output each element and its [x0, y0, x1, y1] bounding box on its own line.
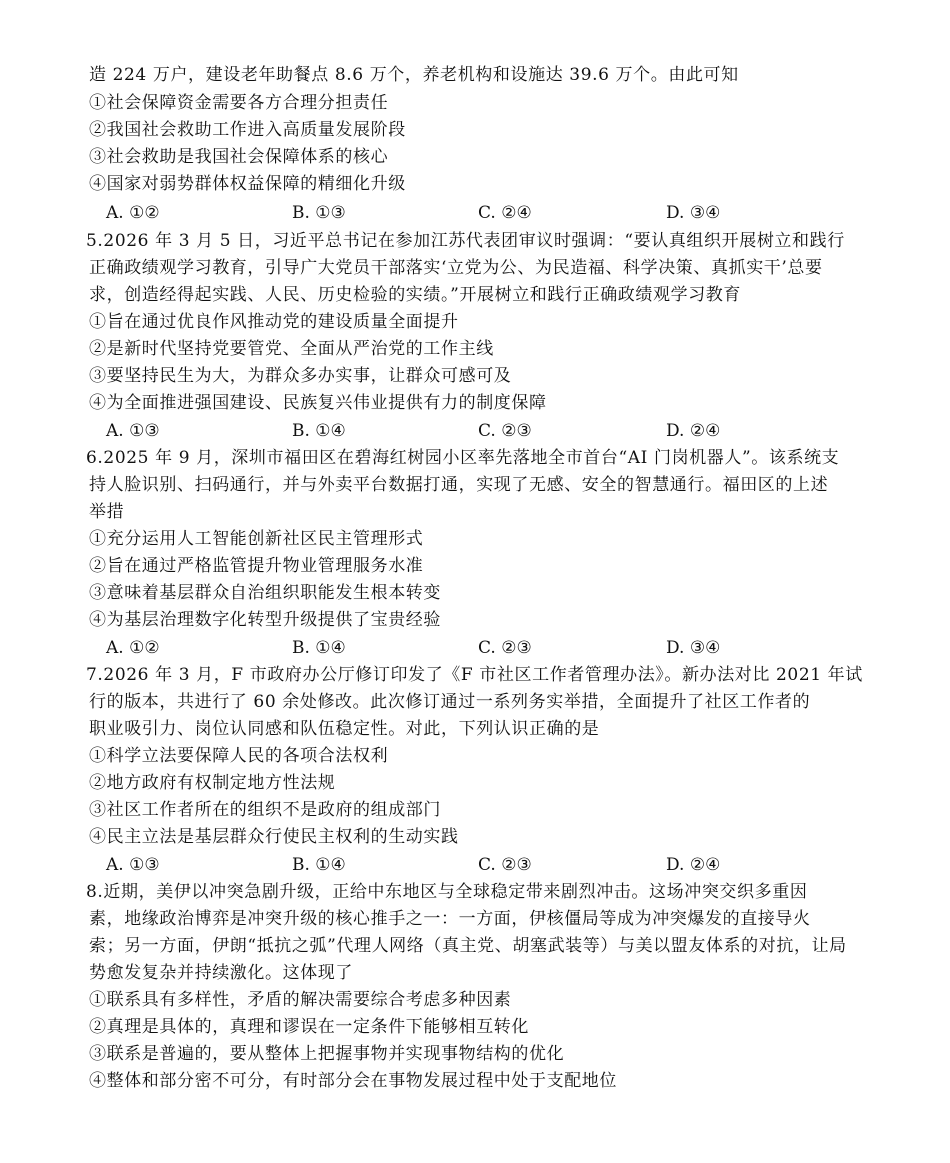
- question-4-option-4: ④国家对弱势群体权益保障的精细化升级: [89, 174, 406, 194]
- question-6-option-4: ④为基层治理数字化转型升级提供了宝贵经验: [89, 610, 441, 630]
- choice-b[interactable]: B. ①④: [292, 638, 346, 658]
- question-7-option-1: ①科学立法要保障人民的各项合法权利: [89, 746, 389, 766]
- question-7-option-4: ④民主立法是基层群众行使民主权利的生动实践: [89, 827, 459, 847]
- question-7-option-2: ②地方政府有权制定地方性法规: [89, 773, 336, 793]
- question-5-choices: [0, 420, 950, 444]
- choice-c[interactable]: C. ②④: [478, 203, 532, 223]
- choice-c[interactable]: C. ②③: [478, 638, 532, 658]
- question-8-option-4: ④整体和部分密不可分，有时部分会在事物发展过程中处于支配地位: [89, 1071, 617, 1091]
- choice-b[interactable]: B. ①④: [292, 421, 346, 441]
- choice-a[interactable]: A. ①③: [106, 421, 160, 441]
- question-4-option-1: ①社会保障资金需要各方合理分担责任: [89, 93, 389, 113]
- question-6-option-1: ①充分运用人工智能创新社区民主管理形式: [89, 529, 424, 549]
- question-7-stem-line-1: 7.2026 年 3 月，F 市政府办公厅修订印发了《F 市社区工作者管理办法》。新办法对比 2021 年试: [86, 665, 863, 685]
- question-4-option-2: ②我国社会救助工作进入高质量发展阶段: [89, 120, 406, 140]
- question-8-stem-line-4: 势愈发复杂并持续激化。这体现了: [89, 963, 353, 983]
- question-6-stem-line-2: 持人脸识别、扫码通行，并与外卖平台数据打通，实现了无感、安全的智慧通行。福田区的上述: [89, 475, 829, 495]
- question-7-choices: [0, 854, 950, 878]
- question-7-stem-line-3: 职业吸引力、岗位认同感和队伍稳定性。对此，下列认识正确的是: [89, 719, 600, 739]
- choice-d[interactable]: D. ②④: [666, 421, 721, 441]
- question-4-stem-line: 造 224 万户，建设老年助餐点 8.6 万个，养老机构和设施达 39.6 万个。由此可知: [89, 65, 739, 85]
- question-6-stem-line-1: 6.2025 年 9 月，深圳市福田区在碧海红树园小区率先落地全市首台“AI 门岗机器人”。该系统支: [86, 448, 840, 468]
- question-8-option-3: ③联系是普遍的，要从整体上把握事物并实现事物结构的优化: [89, 1044, 565, 1064]
- choice-a[interactable]: A. ①②: [106, 638, 160, 658]
- question-5-option-2: ②是新时代坚持党要管党、全面从严治党的工作主线: [89, 339, 494, 359]
- question-5-option-4: ④为全面推进强国建设、民族复兴伟业提供有力的制度保障: [89, 393, 547, 413]
- question-6-option-3: ③意味着基层群众自治组织职能发生根本转变: [89, 583, 441, 603]
- question-5-stem-line-1: 5.2026 年 3 月 5 日，习近平总书记在参加江苏代表团审议时强调：“要认真组织开展树立和践行: [86, 231, 845, 251]
- question-5-stem-line-2: 正确政绩观学习教育，引导广大党员干部落实‘立党为公、为民造福、科学决策、真抓实干’总要: [89, 258, 823, 278]
- question-5-stem-line-3: 求，创造经得起实践、人民、历史检验的实绩。”开展树立和践行正确政绩观学习教育: [89, 285, 741, 305]
- choice-a[interactable]: A. ①②: [106, 203, 160, 223]
- choice-a[interactable]: A. ①③: [106, 855, 160, 875]
- question-8-option-1: ①联系具有多样性，矛盾的解决需要综合考虑多种因素: [89, 990, 512, 1010]
- question-7-stem-line-2: 行的版本，共进行了 60 余处修改。此次修订通过一系列务实举措，全面提升了社区工作者的: [89, 692, 811, 712]
- question-6-choices: [0, 637, 950, 661]
- choice-d[interactable]: D. ③④: [666, 638, 721, 658]
- question-7-option-3: ③社区工作者所在的组织不是政府的组成部门: [89, 800, 441, 820]
- choice-d[interactable]: D. ③④: [666, 203, 721, 223]
- choice-c[interactable]: C. ②③: [478, 421, 532, 441]
- choice-c[interactable]: C. ②③: [478, 855, 532, 875]
- question-6-stem-line-3: 举措: [89, 502, 125, 522]
- choice-b[interactable]: B. ①③: [292, 203, 346, 223]
- question-4-choices: [0, 202, 950, 226]
- question-8-stem-line-2: 素，地缘政治博弈是冲突升级的核心推手之一：一方面，伊核僵局等成为冲突爆发的直接导火: [89, 909, 811, 929]
- question-4-option-3: ③社会救助是我国社会保障体系的核心: [89, 147, 389, 167]
- question-5-option-3: ③要坚持民生为大，为群众多办实事，让群众可感可及: [89, 366, 512, 386]
- question-5-option-1: ①旨在通过优良作风推动党的建设质量全面提升: [89, 312, 459, 332]
- question-8-option-2: ②真理是具体的，真理和谬误在一定条件下能够相互转化: [89, 1017, 529, 1037]
- question-8-stem-line-3: 索；另一方面，伊朗“抵抗之弧”代理人网络（真主党、胡塞武装等）与美以盟友体系的对抗，让局: [89, 936, 847, 956]
- question-6-option-2: ②旨在通过严格监管提升物业管理服务水准: [89, 556, 424, 576]
- choice-b[interactable]: B. ①④: [292, 855, 346, 875]
- choice-d[interactable]: D. ②④: [666, 855, 721, 875]
- question-8-stem-line-1: 8.近期，美伊以冲突急剧升级，正给中东地区与全球稳定带来剧烈冲击。这场冲突交织多重因: [86, 882, 808, 902]
